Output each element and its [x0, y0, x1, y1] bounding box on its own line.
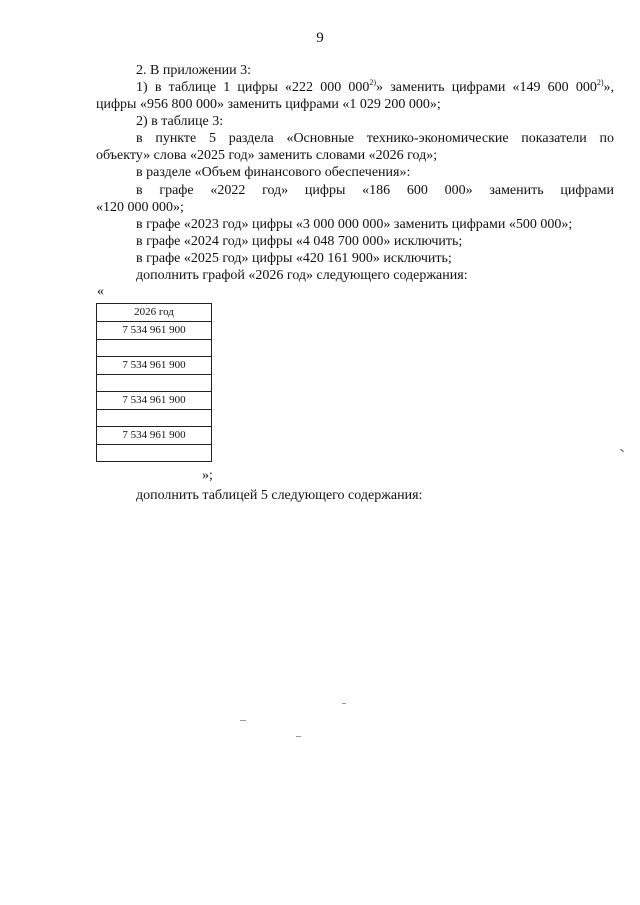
- scan-speck: [240, 720, 246, 721]
- scan-speck: [296, 736, 301, 737]
- table-header-row: [97, 304, 212, 322]
- footnote-mark-b: 2): [596, 78, 604, 87]
- table-row: [97, 322, 212, 340]
- add-column-line: дополнить графой «2026 год» следующего содержания:: [136, 268, 468, 283]
- table-row: [97, 392, 212, 410]
- table-cell: [97, 445, 212, 462]
- table-cell: 7 534 961 900: [97, 357, 212, 375]
- sub-1-middle: » заменить цифрами «149 600 000: [376, 80, 597, 95]
- add-table-line: дополнить таблицей 5 следующего содержания:: [136, 488, 423, 503]
- col-2025-line: в графе «2025 год» цифры «420 161 900» исключить;: [136, 251, 452, 266]
- table-row: [97, 357, 212, 375]
- table-header-cell: 2026 год: [97, 304, 212, 322]
- quote-close: »;: [202, 468, 213, 483]
- scan-mark: [620, 449, 624, 452]
- table-row: [97, 445, 212, 462]
- sub-1-before: 1) в таблице 1 цифры «222 000 000: [136, 80, 370, 95]
- table-row: [97, 375, 212, 392]
- table-row: [97, 340, 212, 357]
- table-cell: [97, 410, 212, 427]
- quote-open: «: [97, 284, 104, 299]
- table-cell: 7 534 961 900: [97, 392, 212, 410]
- point-5-line-2: объекту» слова «2025 год» заменить словами «2026 год»;: [96, 148, 438, 163]
- sub-1-line-1: [96, 79, 614, 96]
- inserted-table: [96, 303, 212, 462]
- sub-2-heading: 2) в таблице 3:: [136, 114, 224, 129]
- col-2022-line-2: «120 000 000»;: [96, 200, 184, 215]
- sub-1-after: »,: [603, 80, 614, 95]
- col-2024-line: в графе «2024 год» цифры «4 048 700 000» исключить;: [136, 234, 463, 249]
- scan-speck: [342, 703, 346, 704]
- sub-1-line-2: цифры «956 800 000» заменить цифрами «1 029 200 000»;: [96, 97, 441, 112]
- point-5-line-1: в пункте 5 раздела «Основные технико-экономические показатели по: [136, 131, 614, 146]
- page-number: 9: [316, 30, 324, 46]
- table-cell: [97, 375, 212, 392]
- table-cell: 7 534 961 900: [97, 427, 212, 445]
- footnote-mark-a: 2): [369, 78, 377, 87]
- col-2022-line-1: в графе «2022 год» цифры «186 600 000» заменить цифрами: [136, 183, 614, 198]
- table-row: [97, 410, 212, 427]
- table-cell: [97, 340, 212, 357]
- item-2-heading: 2. В приложении 3:: [136, 63, 252, 78]
- table-cell: 7 534 961 900: [97, 322, 212, 340]
- section-line: в разделе «Объем финансового обеспечения»:: [136, 165, 411, 180]
- col-2023-line: в графе «2023 год» цифры «3 000 000 000» заменить цифрами «500 000»;: [136, 217, 573, 232]
- table-row: [97, 427, 212, 445]
